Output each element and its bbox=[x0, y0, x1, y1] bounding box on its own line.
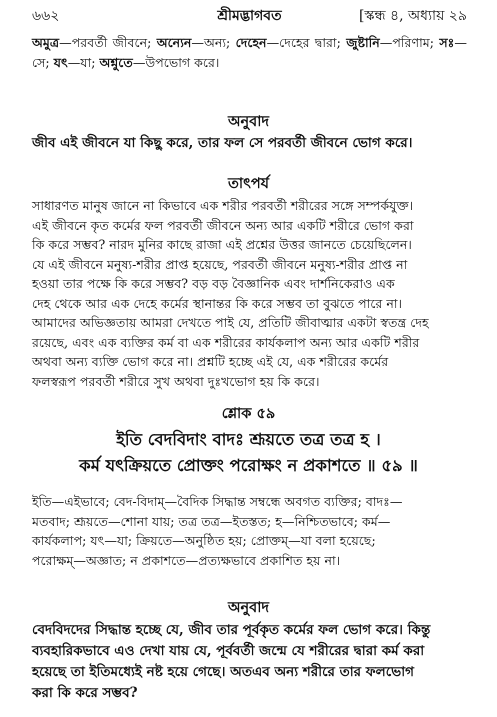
synonym-meaning: দেহের দ্বারা; bbox=[279, 35, 341, 50]
translation-heading: অনুবাদ bbox=[227, 113, 270, 130]
running-header bbox=[32, 6, 467, 26]
purport-line: যে এই জীবনে মনুষ্য-শরীর প্রাপ্ত হয়েছে, পরবর্তী জীবনে মনুষ্য-শরীর প্রাপ্ত না bbox=[32, 256, 408, 272]
verse-line: কর্ম যৎক্রিয়তে প্রোক্তং পরোক্ষং ন প্রকাশতে ॥ ৫৯ ॥ bbox=[79, 456, 418, 475]
purport-line: ফলস্বরূপ পরবর্তী শরীরে সুখ অথবা দুঃখভোগ হয় কি করে। bbox=[32, 373, 320, 389]
synonym-meaning: পরিণাম; bbox=[392, 35, 434, 50]
purport-line: এই জীবনে কৃত কর্মের ফল পরবর্তী জীবনে অন্য আর একটি শরীরে ভোগ করা bbox=[32, 217, 414, 233]
translation-text bbox=[32, 620, 467, 704]
synonyms-line: মতবাদ; শ্রূয়তে—শোনা যায়; তত্র তত্র—ইতস্তত; হ—নিশ্চিতভাবে; কর্ম— bbox=[32, 513, 391, 529]
purport-heading: তাৎপর্য bbox=[227, 175, 270, 192]
synonym-word: অশ্নুতে bbox=[99, 54, 133, 70]
section-reference: [স্কন্ধ ৪, অধ্যায় ২৯ bbox=[358, 8, 467, 24]
synonym-word: সঃ bbox=[439, 35, 455, 50]
translation-heading: অনুবাদ bbox=[227, 599, 270, 616]
purport-line: অথবা অন্য ব্যক্তি ভোগ করে না। প্রশ্নটি হচ্ছে এই যে, এক শরীরের কর্মের bbox=[32, 354, 389, 369]
synonym-meaning: সে; bbox=[32, 54, 50, 70]
synonym-word: দেহেন bbox=[235, 35, 267, 50]
translation-text: জীব এই জীবনে যা কিছু করে, তার ফল সে পরবর্তী জীবনে ভোগ করে। bbox=[32, 135, 413, 151]
translation-line: বেদবিদদের সিদ্ধান্ত হচ্ছে যে, জীব তার পূর্বকৃত কর্মের ফল ভোগ করে। কিন্তু bbox=[32, 622, 431, 638]
purport-line: হওয়া তার পক্ষে কি করে সম্ভব? বড় বড় বৈজ্ঞানিক এবং দার্শনিকেরাও এক bbox=[32, 276, 395, 291]
translation-line: হয়েছে তা ইতিমধ্যেই নষ্ট হয়ে গেছে। অতএব অন্য শরীরে তার ফলভোগ bbox=[32, 664, 414, 680]
book-title: শ্রীমদ্ভাগবত bbox=[217, 8, 282, 24]
word-meanings-previous-verse: অমুত্র—পরবর্তী জীবনে; অন্যেন—অন্য; দেহেন—দেহের দ্বারা; জুষ্টানি—পরিণাম; সঃ—সে; যৎ—যা; অশ্নুতে—উপভোগ করে। bbox=[32, 35, 467, 70]
synonym-meaning: যা; bbox=[80, 54, 96, 70]
synonyms-line: ইতি—এইভাবে; বেদ-বিদাম্—বৈদিক সিদ্ধান্ত সম্বন্ধে অবগত ব্যক্তির; বাদঃ— bbox=[32, 494, 403, 509]
verse-heading: শ্লোক ৫৯ bbox=[221, 405, 276, 422]
purport-line: আমাদের অভিজ্ঞতায় আমরা দেখতে পাই যে, প্রতিটি জীবাত্মার একটা স্বতন্ত্র দেহ bbox=[32, 315, 429, 330]
verse-line: ইতি বেদবিদাং বাদঃ শ্রূয়তে তত্র তত্র হ । bbox=[116, 430, 381, 449]
purport-line: দেহ থেকে আর এক দেহে কর্মের স্থানান্তর কি করে সম্ভব তা বুঝতে পারে না। bbox=[32, 295, 402, 311]
synonym-meaning: পরবর্তী জীবনে; bbox=[71, 35, 152, 50]
synonym-word: অন্যেন bbox=[156, 35, 192, 50]
synonym-meaning: অন্য; bbox=[203, 35, 231, 50]
synonym-word: জুষ্টানি bbox=[346, 35, 380, 50]
synonym-meaning: উপভোগ করে। bbox=[145, 54, 220, 70]
purport-line: সাধারণত মানুষ জানে না কিভাবে এক শরীর পরবর্তী শরীরের সঙ্গে সম্পর্কযুক্ত। bbox=[32, 198, 414, 213]
purport-line: কি করে সম্ভব? নারদ মুনির কাছে রাজা এই প্রশ্নের উত্তর জানতে চেয়েছিলেন। bbox=[32, 237, 412, 252]
purport-text bbox=[32, 196, 467, 391]
purport-line: রয়েছে, এবং এক ব্যক্তির কর্ম বা এক শরীরের কার্যকলাপ অন্য আর একটি শরীর bbox=[32, 334, 420, 350]
page-number: ৬৬২ bbox=[32, 8, 60, 24]
word-meanings bbox=[32, 492, 467, 570]
translation-line: করা কি করে সম্ভব? bbox=[32, 685, 138, 701]
synonyms-line: কার্যকলাপ; যৎ—যা; ক্রিয়তে—অনুষ্ঠিত হয়; প্রোক্তম্—যা বলা হয়েছে; bbox=[32, 533, 376, 548]
synonym-word: যৎ bbox=[53, 54, 68, 70]
synonyms-line: পরোক্ষম্—অজ্ঞাত; ন প্রকাশতে—প্রত্যক্ষভাবে প্রকাশিত হয় না। bbox=[32, 552, 341, 568]
synonym-word: অমুত্র bbox=[32, 35, 60, 50]
translation-line: ব্যবহারিকভাবে এও দেখা যায় যে, পূর্ববর্তী জন্মে যে শরীরের দ্বারা কর্ম করা bbox=[32, 643, 425, 659]
